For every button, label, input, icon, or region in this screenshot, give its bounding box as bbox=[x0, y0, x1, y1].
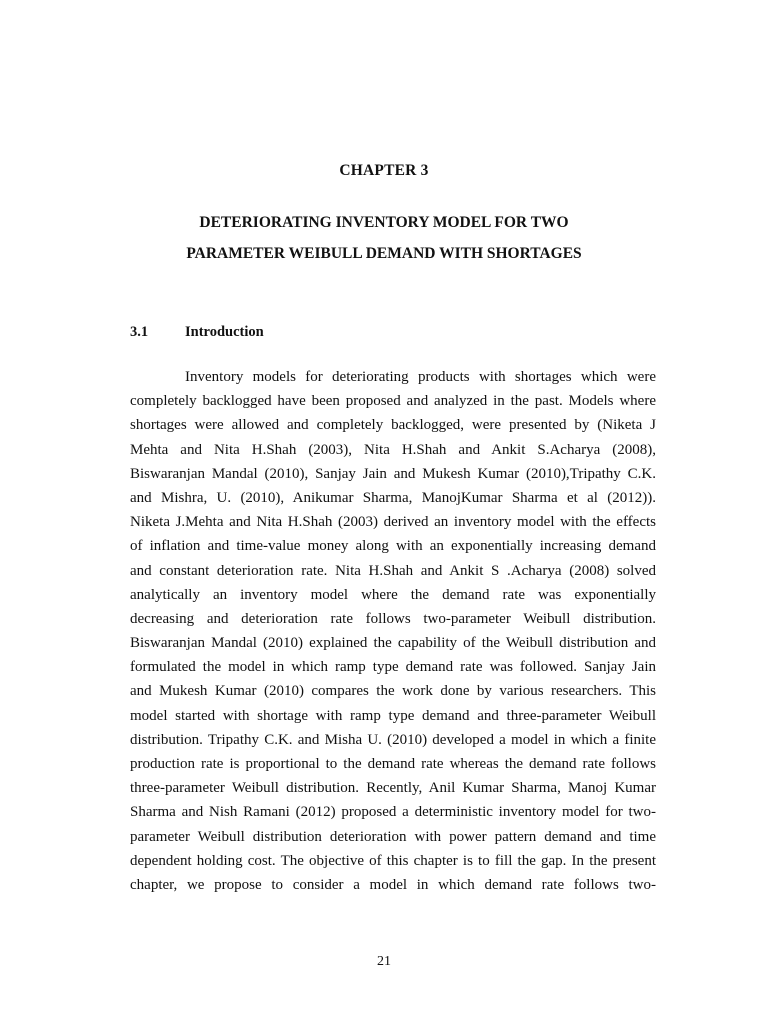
paragraph-line: analytically an inventory model where the demand rate was exponentially bbox=[130, 586, 656, 603]
chapter-title-line: DETERIORATING INVENTORY MODEL FOR TWO bbox=[199, 214, 569, 231]
paragraph-line: distribution. Tripathy C.K. and Misha U. (2010) developed a model in which a finite bbox=[130, 731, 656, 748]
paragraph-line: and Mishra, U. (2010), Anikumar Sharma, ManojKumar Sharma et al (2012)). bbox=[130, 489, 656, 506]
paragraph-line: completely backlogged have been proposed and analyzed in the past. Models where bbox=[130, 393, 656, 410]
page-number: 21 bbox=[377, 954, 391, 969]
chapter-title bbox=[0, 207, 768, 269]
paragraph-line: parameter Weibull distribution deterioration with power pattern demand and time bbox=[130, 828, 656, 845]
paragraph-line: Biswaranjan Mandal (2010), Sanjay Jain and Mukesh Kumar (2010),Tripathy C.K. bbox=[130, 465, 656, 482]
paragraph-line: model started with shortage with ramp type demand and three-parameter Weibull bbox=[130, 707, 656, 724]
section-title: Introduction bbox=[185, 324, 264, 340]
paragraph-line: Biswaranjan Mandal (2010) explained the capability of the Weibull distribution and bbox=[130, 635, 656, 652]
paragraph-line: dependent holding cost. The objective of this chapter is to fill the gap. In the present bbox=[130, 852, 656, 869]
paragraph-line: formulated the model in which ramp type demand rate was followed. Sanjay Jain bbox=[130, 659, 656, 676]
paragraph-line: Inventory models for deteriorating products with shortages which were bbox=[185, 369, 656, 385]
paragraph-line: Niketa J.Mehta and Nita H.Shah (2003) derived an inventory model with the effects bbox=[130, 514, 656, 531]
section-number: 3.1 bbox=[130, 324, 149, 340]
chapter-title-line: PARAMETER WEIBULL DEMAND WITH SHORTAGES bbox=[186, 245, 582, 262]
paragraph-line: chapter, we propose to consider a model in which demand rate follows two- bbox=[130, 876, 656, 893]
body-paragraph bbox=[130, 365, 656, 897]
paragraph-line: decreasing and deterioration rate follows two-parameter Weibull distribution. bbox=[130, 610, 656, 627]
paragraph-line: and Mukesh Kumar (2010) compares the work done by various researchers. This bbox=[130, 683, 656, 700]
section-heading bbox=[130, 324, 264, 341]
chapter-label: CHAPTER 3 bbox=[339, 162, 429, 179]
paragraph-line: and constant deterioration rate. Nita H.Shah and Ankit S .Acharya (2008) solved bbox=[130, 562, 656, 579]
paragraph-line: Mehta and Nita H.Shah (2003), Nita H.Shah and Ankit S.Acharya (2008), bbox=[130, 441, 656, 458]
paragraph-line: of inflation and time-value money along with an exponentially increasing demand bbox=[130, 538, 656, 555]
paragraph-line: three-parameter Weibull distribution. Recently, Anil Kumar Sharma, Manoj Kumar bbox=[130, 780, 656, 797]
paragraph-line: production rate is proportional to the demand rate whereas the demand rate follows bbox=[130, 756, 656, 772]
paragraph-line: Sharma and Nish Ramani (2012) proposed a deterministic inventory model for two- bbox=[130, 804, 656, 821]
paragraph-line: shortages were allowed and completely backlogged, were presented by (Niketa J bbox=[130, 417, 656, 434]
